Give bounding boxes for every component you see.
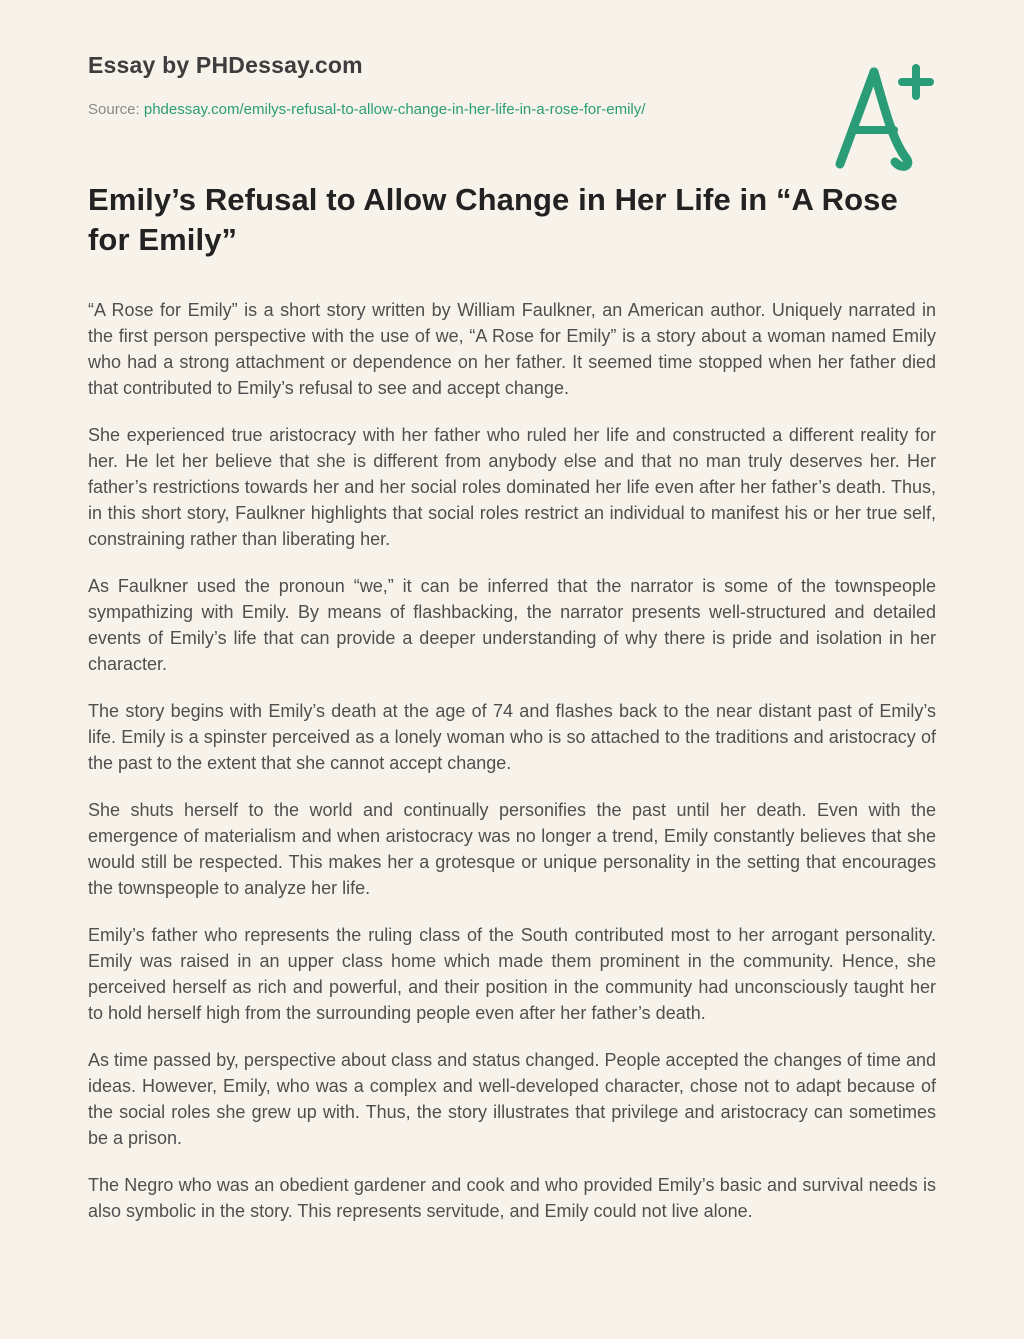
brand-heading: Essay by PHDessay.com (88, 52, 363, 78)
source-url-link[interactable]: phdessay.com/emilys-refusal-to-allow-change-in-her-life-in-a-rose-for-emily/ (143, 101, 646, 118)
essay-paragraph: As Faulkner used the pronoun “we,” it can be inferred that the narrator is some of the townspeople sympathizing with Emily. By means of flashbacking, the narrator presents well-structured and detailed events of Emily’s life that can provide a deeper understanding of why there is pride and isolation in her character. (88, 576, 936, 675)
essay-paragraph: Emily’s father who represents the ruling class of the South contributed most to her arrogant personality. Emily was raised in an upper class home which made them prominent in the community. Hence, she perceived herself as rich and powerful, and their position in the community had unconsciously taught her to hold herself high from the surrounding people even after her father’s death. (88, 925, 936, 1024)
source-label: Source: (88, 101, 140, 118)
essay-paragraph: The story begins with Emily’s death at the age of 74 and flashes back to the near distant past of Emily’s life. Emily is a spinster perceived as a lonely woman who is so attached to the traditions and aristocracy of the past to the extent that she cannot accept change. (88, 701, 936, 774)
essay-body (88, 297, 936, 1224)
source-line (88, 101, 936, 118)
essay-paragraph: She shuts herself to the world and continually personifies the past until her death. Even with the emergence of materialism and when aristocracy was no longer a trend, Emily constantly believes that she would still be respected. This makes her a grotesque or unique personality in the setting that encourages the townspeople to analyze her life. (88, 800, 936, 899)
essay-paragraph-truncated: The Negro who was an obedient gardener and cook and who provided Emily’s basic and survival needs is also symbolic in the story. This represents servitude, and Emily could not live alone. (88, 1175, 936, 1222)
essay-title: Emily’s Refusal to Allow Change in Her Life in “A Rose for Emily” (88, 182, 898, 257)
essay-paragraph: As time passed by, perspective about class and status changed. People accepted the changes of time and ideas. However, Emily, who was a complex and well-developed character, chose not to adapt because of the social roles she grew up with. Thus, the story illustrates that privilege and aristocracy can sometimes be a prison. (88, 1050, 936, 1149)
essay-paragraph: She experienced true aristocracy with her father who ruled her life and constructed a different reality for her. He let her believe that she is different from anybody else and that no man truly deserves her. Her father’s restrictions towards her and her social roles dominated her life even after her father’s death. Thus, in this short story, Faulkner highlights that social roles restrict an individual to manifest his or her true self, constraining rather than liberating her. (88, 425, 936, 550)
essay-content (88, 0, 936, 1245)
essay-paragraph: “A Rose for Emily” is a short story written by William Faulkner, an American author. Uniquely narrated in the first person perspective with the use of we, “A Rose for Emily” is a story about a woman named Emily who had a strong attachment or dependence on her father. It seemed time stopped when her father died that contributed to Emily’s refusal to see and accept change. (88, 300, 936, 399)
